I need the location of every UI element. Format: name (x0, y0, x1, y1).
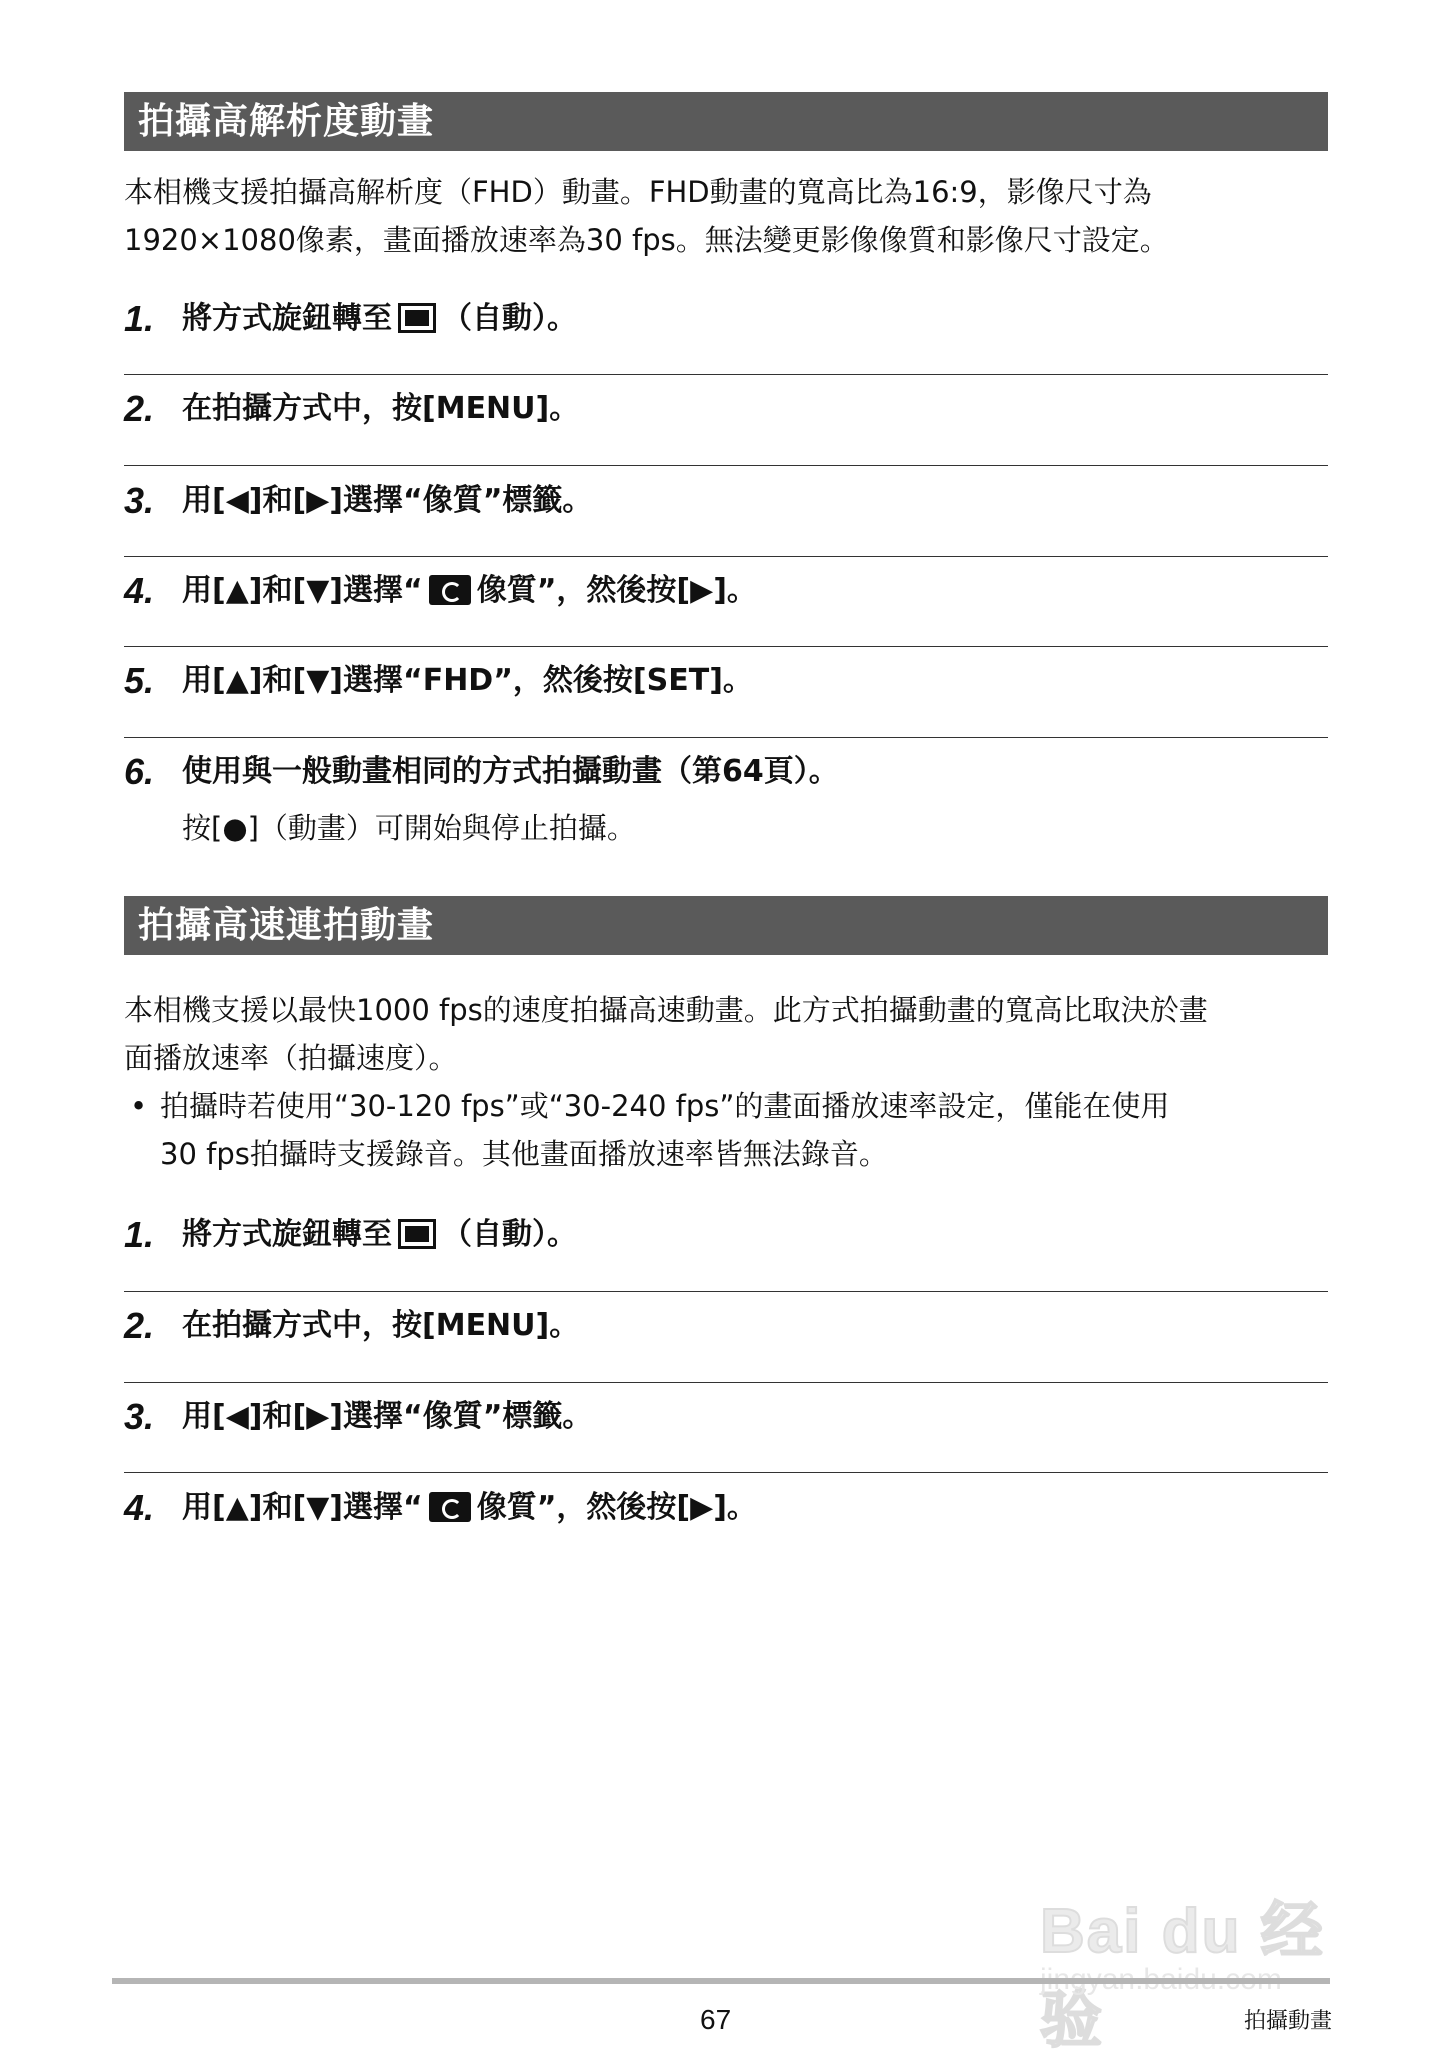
step-number: 4. (124, 570, 155, 611)
step-divider (124, 1291, 1328, 1292)
step-text: 用[▲]和[▼]選擇“FHD”，然後按[SET]。 (182, 663, 753, 698)
watermark-logo-text: Bai du 经验 (1040, 1897, 1325, 2055)
fhd-step-6-detail: 按[●]（動畫）可開始與停止拍攝。 (182, 811, 636, 845)
step-text: 像質”，然後按[▶]。 (476, 1490, 757, 1525)
step-divider (124, 374, 1328, 375)
step-divider (124, 465, 1328, 466)
step-divider (124, 737, 1328, 738)
step-divider (124, 1472, 1328, 1473)
section-title-high-speed: 拍攝高速連拍動畫 (124, 896, 1328, 955)
step-text: 用[▲]和[▼]選擇“ (182, 1490, 423, 1525)
step-text: 用[◀]和[▶]選擇“像質”標籤。 (182, 1399, 593, 1434)
hs-intro-line-1: 本相機支援以最快1000 fps的速度拍攝高速動畫。此方式拍攝動畫的寬高比取決於畫 (124, 993, 1208, 1027)
fhd-intro-line-1: 本相機支援拍攝高解析度（FHD）動畫。FHD動畫的寬高比為16:9，影像尺寸為 (124, 175, 1152, 209)
step-number: 6. (124, 751, 155, 792)
footer-rule (112, 1978, 1330, 1984)
hs-step-4 (124, 1483, 1328, 1533)
step-divider (124, 646, 1328, 647)
step-text: 將方式旋鈕轉至 (182, 301, 392, 336)
step-divider (124, 1382, 1328, 1383)
step-number: 4. (124, 1487, 155, 1528)
step-number: 2. (124, 1305, 155, 1346)
step-number: 5. (124, 660, 155, 701)
note-text: 拍攝時若使用“30-120 fps”或“30-240 fps”的畫面播放速率設定，僅能在使用 (160, 1089, 1170, 1123)
footer-section-label: 拍攝動畫 (1244, 2009, 1333, 2034)
page-number: 67 (700, 2004, 732, 2035)
step-number: 3. (124, 1396, 155, 1437)
step-text: 用[◀]和[▶]選擇“像質”標籤。 (182, 483, 593, 518)
hs-note-line-1 (124, 1082, 1334, 1130)
fhd-step-6 (124, 747, 1328, 797)
step-text: 用[▲]和[▼]選擇“ (182, 573, 423, 608)
fhd-step-5 (124, 656, 1328, 706)
step-text: 在拍攝方式中，按[MENU]。 (182, 391, 580, 426)
auto-mode-icon (398, 303, 436, 333)
step-text: 像質”，然後按[▶]。 (476, 573, 757, 608)
fhd-intro-line-2: 1920×1080像素，畫面播放速率為30 fps。無法變更影像像質和影像尺寸設定。 (124, 223, 1169, 257)
hs-step-3 (124, 1392, 1328, 1442)
step-text: （自動）。 (442, 301, 577, 336)
step-number: 3. (124, 480, 155, 521)
fhd-step-4 (124, 566, 1328, 616)
fhd-step-1 (124, 294, 1328, 344)
step-number: 1. (124, 1214, 155, 1255)
fhd-step-3 (124, 476, 1328, 526)
hs-note-line-2 (124, 1130, 1334, 1178)
step-text: （自動）。 (442, 1217, 577, 1252)
fhd-step-2 (124, 384, 1328, 434)
bullet-mark: • (130, 1089, 148, 1123)
hs-step-1 (124, 1210, 1328, 1260)
step-divider (124, 556, 1328, 557)
step-text: 使用與一般動畫相同的方式拍攝動畫（第64頁）。 (182, 754, 839, 789)
step-text: 將方式旋鈕轉至 (182, 1217, 392, 1252)
movie-quality-icon (429, 1492, 471, 1522)
note-text: 30 fps拍攝時支援錄音。其他畫面播放速率皆無法錄音。 (160, 1137, 888, 1171)
step-text: 在拍攝方式中，按[MENU]。 (182, 1308, 580, 1343)
movie-quality-icon (429, 575, 471, 605)
hs-intro-line-2: 面播放速率（拍攝速度）。 (124, 1041, 458, 1075)
hs-step-2 (124, 1301, 1328, 1351)
step-number: 1. (124, 298, 155, 339)
section-title-fhd: 拍攝高解析度動畫 (124, 92, 1328, 151)
auto-mode-icon (398, 1219, 436, 1249)
step-number: 2. (124, 388, 155, 429)
